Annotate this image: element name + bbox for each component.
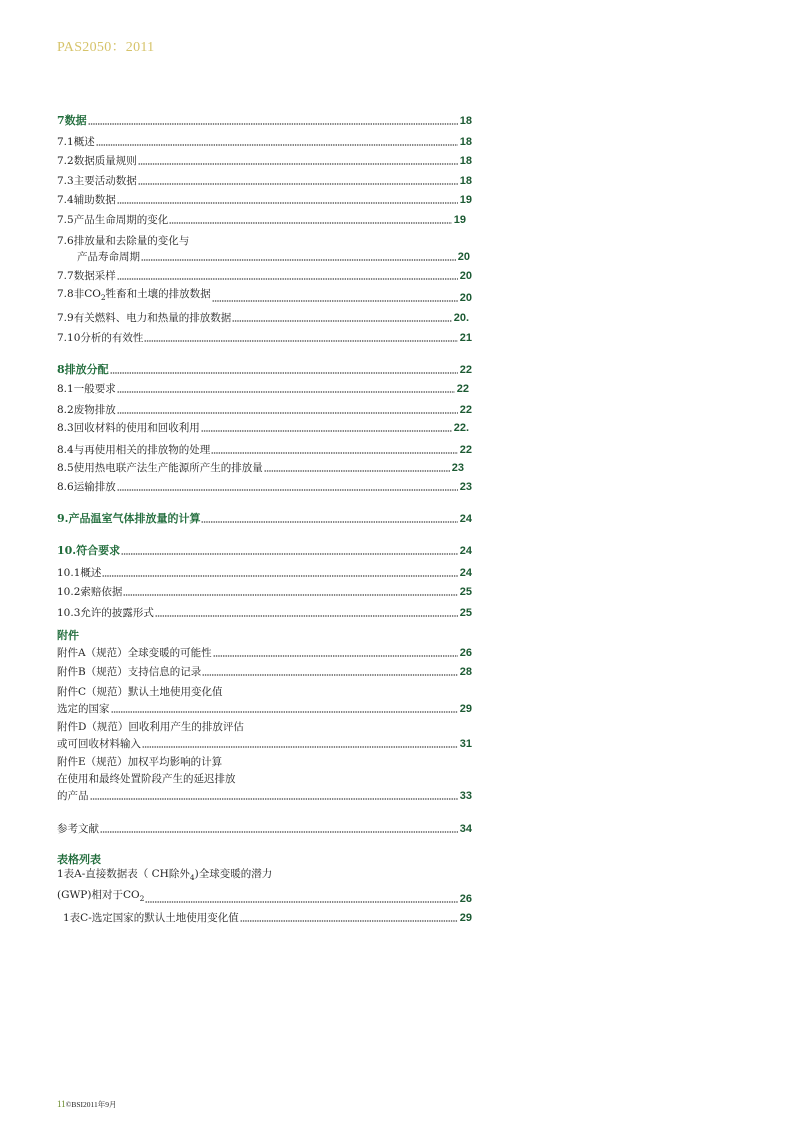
dot-leader <box>96 144 458 146</box>
toc-entry-title-continued: 选定的国家 <box>57 703 110 715</box>
toc-entry-title-continued: 在使用和最终处置阶段产生的延迟排放 <box>57 773 236 785</box>
toc-entry-title-continued <box>57 888 144 906</box>
document-header-title: PAS2050：2011 <box>57 40 155 55</box>
toc-entry-title-continued: 或可回收材料输入 <box>57 738 141 750</box>
toc-entry-title: 8.2废物排放 <box>57 404 116 416</box>
toc-entry <box>57 174 472 188</box>
toc-entry-bibliography <box>57 822 472 836</box>
toc-entry <box>57 382 472 396</box>
dot-leader <box>212 300 458 302</box>
toc-heading-title: 附件 <box>57 629 79 642</box>
toc-page-number: 25 <box>459 607 472 619</box>
toc-page-number: 18 <box>459 175 472 187</box>
toc-page-number: 25 <box>459 586 472 598</box>
toc-entry-line <box>57 234 472 248</box>
toc-entry-title: 7.5产品生命周期的变化 <box>57 214 169 226</box>
dot-leader <box>240 920 458 922</box>
toc-entry <box>57 737 472 751</box>
toc-page-number: 22 <box>459 444 472 456</box>
toc-page-number: 22 <box>459 364 472 376</box>
toc-page-number: 20 <box>457 251 470 263</box>
toc-entry <box>57 665 472 679</box>
dot-leader <box>211 452 458 454</box>
toc-entry <box>57 461 472 475</box>
toc-entry <box>57 702 472 716</box>
toc-page-number: 18 <box>459 136 472 148</box>
toc-heading-title: 7数据 <box>57 114 87 127</box>
toc-entry <box>57 443 472 457</box>
toc-entry-title: 10.3允许的披露形式 <box>57 607 154 619</box>
dot-leader <box>144 340 457 342</box>
page-footer <box>57 1094 117 1112</box>
toc-page-number: 31 <box>459 738 472 750</box>
toc-heading-section-7 <box>57 114 472 128</box>
toc-page-number: 33 <box>459 790 472 802</box>
toc-entry <box>57 135 472 149</box>
toc-entry <box>57 606 472 620</box>
dot-leader <box>88 123 458 125</box>
dot-leader <box>145 901 457 903</box>
toc-page-number: 19 <box>453 214 466 226</box>
toc-heading-section-9 <box>57 512 472 526</box>
toc-entry <box>57 250 472 264</box>
toc-entry <box>57 311 472 325</box>
dot-leader <box>117 489 458 491</box>
toc-entry-title-continued: 的产品 <box>57 790 89 802</box>
toc-entry-title: 8.4与再使用相关的排放物的处理 <box>57 444 211 456</box>
toc-entry <box>57 566 472 580</box>
toc-page-number: 19 <box>459 194 472 206</box>
dot-leader <box>138 163 458 165</box>
toc-page-number: 20 <box>459 292 472 304</box>
toc-entry-line <box>57 685 472 699</box>
toc-page-number: 22. <box>453 422 469 434</box>
toc-heading-title: 9.产品温室气体排放量的计算 <box>57 512 201 525</box>
subscript: 2 <box>100 293 106 302</box>
toc-entry <box>57 585 472 599</box>
toc-entry <box>63 911 472 925</box>
toc-entry-title: 参考文献 <box>57 823 99 835</box>
toc-entry-title: 7.7数据采样 <box>57 270 116 282</box>
dot-leader <box>201 521 457 523</box>
toc-entry-title: 附件E（规范）加权平均影响的计算 <box>57 756 223 768</box>
toc-page-number: 18 <box>459 155 472 167</box>
dot-leader <box>201 430 452 432</box>
toc-entry <box>57 789 472 803</box>
toc-entry-title <box>57 287 211 305</box>
toc-entry-line <box>57 755 472 769</box>
dot-leader <box>90 798 458 800</box>
toc-entry-title: 附件C（规范）默认土地使用变化值 <box>57 686 223 698</box>
toc-page-number: 24 <box>459 545 472 557</box>
toc-entry <box>57 403 472 417</box>
toc-entry-title-part: )全球变暖的潜力 <box>194 868 273 880</box>
toc-page-number: 20 <box>459 270 472 282</box>
toc-entry-title: 1表C-选定国家的默认土地使用变化值 <box>63 912 239 924</box>
toc-entry-title-part: 牲畜和土壤的排放数据 <box>105 288 211 300</box>
subscript: 4 <box>189 873 195 882</box>
dot-leader <box>213 655 458 657</box>
toc-entry-line <box>57 720 472 734</box>
dot-leader <box>202 674 458 676</box>
toc-entry-title: 8.5使用热电联产法生产能源所产生的排放量 <box>57 462 263 474</box>
toc-heading-title: 表格列表 <box>57 853 101 866</box>
toc-entry <box>57 480 472 494</box>
toc-entry-title: 7.9有关燃料、电力和热量的排放数据 <box>57 312 232 324</box>
toc-entry-title <box>57 867 272 885</box>
toc-entry <box>57 193 472 207</box>
toc-entry-title-part: 1表A-直接数据表（ CH除外 <box>57 868 190 880</box>
dot-leader <box>123 594 457 596</box>
dot-leader <box>117 278 458 280</box>
dot-leader <box>117 412 458 414</box>
toc-heading-title: 8排放分配 <box>57 363 109 376</box>
toc-entry <box>57 288 472 305</box>
toc-entry-title: 7.3主要活动数据 <box>57 175 137 187</box>
dot-leader <box>121 553 458 555</box>
toc-heading-list-of-tables <box>57 853 472 867</box>
toc-entry <box>57 213 472 227</box>
toc-page-number: 18 <box>459 115 472 127</box>
toc-entry-title-continued: 产品寿命周期 <box>77 251 140 263</box>
toc-page-number: 23 <box>451 462 464 474</box>
toc-entry-title: 附件D（规范）回收利用产生的排放评估 <box>57 721 244 733</box>
toc-entry <box>57 154 472 168</box>
toc-page-number: 28 <box>459 666 472 678</box>
dot-leader <box>141 259 456 261</box>
dot-leader <box>264 470 450 472</box>
toc-entry-title: 7.1概述 <box>57 136 95 148</box>
dot-leader <box>117 391 455 393</box>
toc-page-number: 29 <box>459 912 472 924</box>
toc-entry-title: 10.2索赔依据 <box>57 586 123 598</box>
dot-leader <box>138 183 458 185</box>
toc-entry <box>57 269 472 283</box>
dot-leader <box>100 831 458 833</box>
subscript: 2 <box>139 894 145 903</box>
toc-entry-title-part: 7.8非CO <box>57 288 101 300</box>
dot-leader <box>110 372 458 374</box>
footer-page-number: 11 <box>57 1099 66 1109</box>
toc-page-number: 22 <box>456 383 469 395</box>
dot-leader <box>169 222 452 224</box>
toc-entry <box>57 889 472 906</box>
toc-entry-title: 7.2数据质量规则 <box>57 155 137 167</box>
toc-heading-annexes <box>57 629 472 643</box>
toc-heading-section-8 <box>57 363 472 377</box>
dot-leader <box>155 615 458 617</box>
toc-entry-line <box>57 772 472 786</box>
toc-entry-title: 附件A（规范）全球变暖的可能性 <box>57 647 212 659</box>
toc-page-number: 29 <box>459 703 472 715</box>
toc-entry-title: 8.3回收材料的使用和回收利用 <box>57 422 200 434</box>
toc-heading-title: 10.符合要求 <box>57 544 121 557</box>
toc-entry-title: 附件B（规范）支持信息的记录 <box>57 666 202 678</box>
toc-page-number: 34 <box>459 823 472 835</box>
toc-page-number: 24 <box>459 513 472 525</box>
toc-entry-title: 7.6排放量和去除量的变化与 <box>57 235 190 247</box>
toc-entry-line <box>57 868 472 885</box>
dot-leader <box>232 320 452 322</box>
toc-entry <box>57 331 472 345</box>
toc-entry-title: 7.10分析的有效性 <box>57 332 144 344</box>
dot-leader <box>111 711 458 713</box>
dot-leader <box>117 202 458 204</box>
toc-entry-title: 8.1一般要求 <box>57 383 116 395</box>
toc-page-number: 20. <box>453 312 469 324</box>
toc-entry-title: 7.4辅助数据 <box>57 194 116 206</box>
toc-entry <box>57 646 472 660</box>
toc-entry-title-part: (GWP)相对于CO <box>57 889 140 901</box>
footer-copyright: ©BSI2011年9月 <box>65 1100 117 1109</box>
dot-leader <box>142 746 458 748</box>
toc-page-number: 22 <box>459 404 472 416</box>
dot-leader <box>102 575 457 577</box>
toc-entry <box>57 421 472 435</box>
toc-page-number: 23 <box>459 481 472 493</box>
toc-heading-section-10 <box>57 544 472 558</box>
toc-entry-title: 8.6运输排放 <box>57 481 116 493</box>
toc-entry-title: 10.1概述 <box>57 567 102 579</box>
toc-page-number: 26 <box>459 647 472 659</box>
toc-page-number: 21 <box>459 332 472 344</box>
toc-page-number: 24 <box>459 567 472 579</box>
toc-page-number: 26 <box>459 893 472 905</box>
